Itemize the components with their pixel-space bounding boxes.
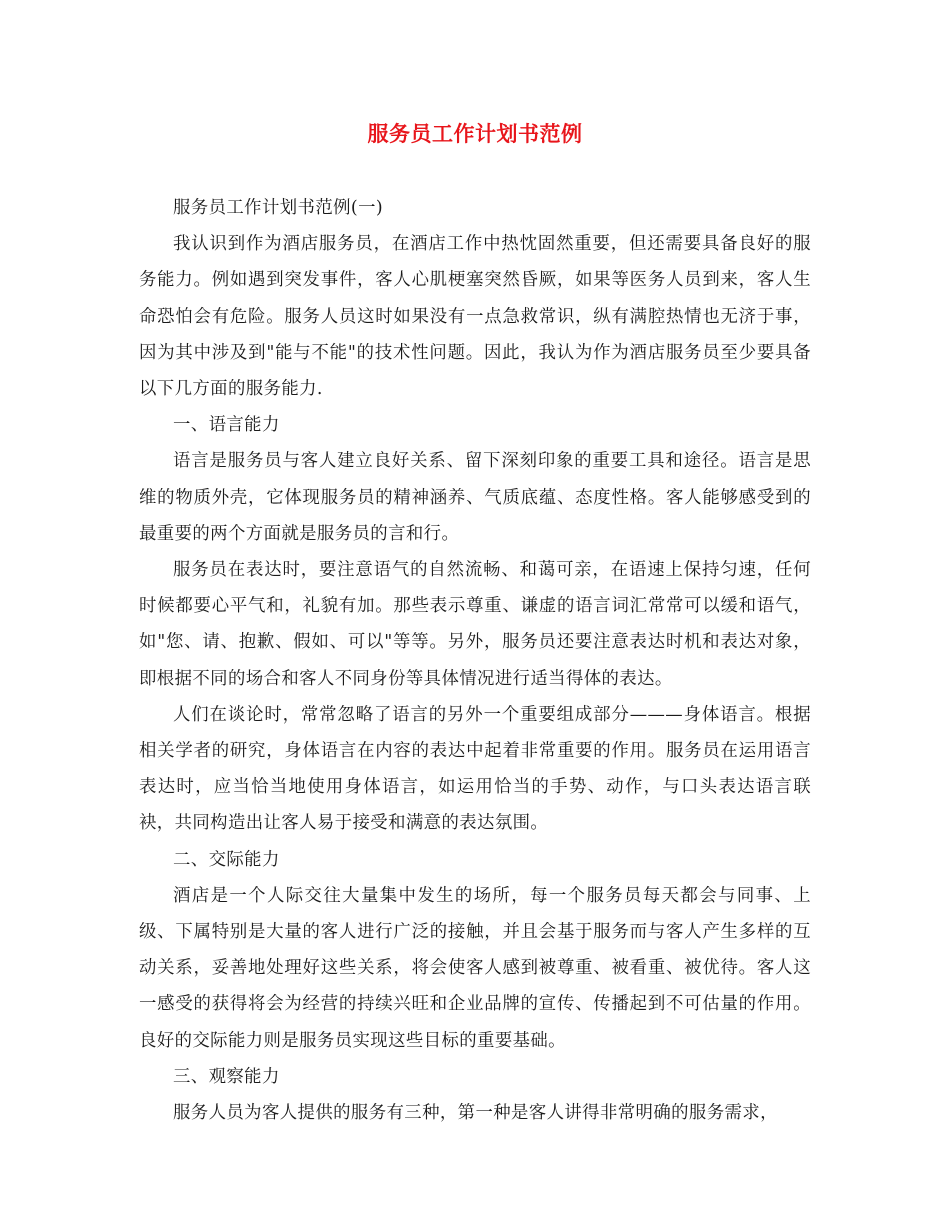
section-heading: 二、交际能力 [173,849,280,870]
paragraph: 服务人员为客人提供的服务有三种，第一种是客人讲得非常明确的服务需求， [173,1103,778,1124]
paragraph: 人们在谈论时，常常忽略了语言的另外一个重要组成部分———身体语言。根据相关学者的研究，身体语言在内容的表达中起着非常重要的作用。服务员在运用语言表达时，应当恰当地使用身体语言，如运用恰当的手势、动作，与口头表达语言联袂，共同构造出让客人易于接受和满意的表达氛围。 [139,704,811,834]
document-body [139,190,811,1131]
document-title: 服务员工作计划书范例 [367,121,583,146]
paragraph: 服务员在表达时，要注意语气的自然流畅、和蔼可亲，在语速上保持匀速，任何时候都要心平气和，礼貌有加。那些表示尊重、谦虚的语言词汇常常可以缓和语气，如"您、请、抱歉、假如、可以"等等。另外，服务员还要注意表达时机和表达对象，即根据不同的场合和客人不同身份等具体情况进行适当得体的表达。 [139,560,811,689]
paragraph: 酒店是一个人际交往大量集中发生的场所，每一个服务员每天都会与同事、上级、下属特别是大量的客人进行广泛的接触，并且会基于服务而与客人产生多样的互动关系，妥善地处理好这些关系，将会使客人感到被尊重、被看重、被优待。客人这一感受的获得将会为经营的持续兴旺和企业品牌的宣传、传播起到不可估量的作用。良好的交际能力则是服务员实现这些目标的重要基础。 [139,885,811,1051]
section-heading: 三、观察能力 [173,1066,280,1087]
section-heading: 一、语言能力 [173,415,280,436]
paragraph: 我认识到作为酒店服务员，在酒店工作中热忱固然重要，但还需要具备良好的服务能力。例如遇到突发事件，客人心肌梗塞突然昏厥，如果等医务人员到来，客人生命恐怕会有危险。服务人员这时如果没有一点急救常识，纵有满腔热情也无济于事，因为其中涉及到"能与不能"的技术性问题。因此，我认为作为酒店服务员至少要具备以下几方面的服务能力. [139,234,811,400]
section-heading: 服务员工作计划书范例(一) [173,198,384,218]
paragraph: 语言是服务员与客人建立良好关系、留下深刻印象的重要工具和途径。语言是思维的物质外壳，它体现服务员的精神涵养、气质底蕴、态度性格。客人能够感受到的最重要的两个方面就是服务员的言和行。 [139,451,811,544]
